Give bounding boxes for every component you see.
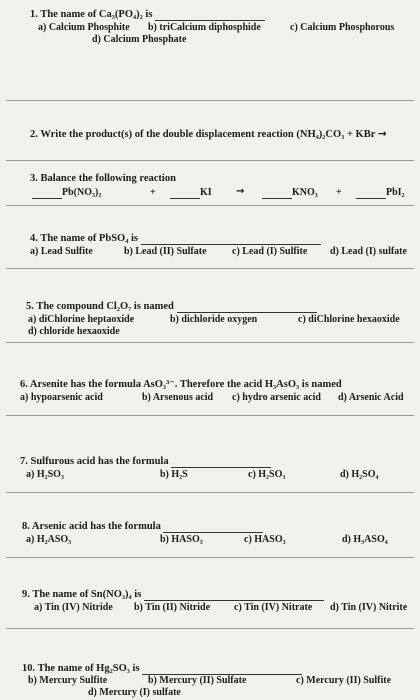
option-b[interactable]: b) H₂S (160, 469, 188, 480)
option-c[interactable]: c) Lead (I) Sulfite (232, 246, 308, 257)
divider (6, 160, 414, 161)
option-c[interactable]: c) diChlorine hexaoxide (298, 314, 400, 325)
divider (6, 268, 414, 269)
question-stem (22, 588, 324, 601)
option-d[interactable]: d) Calcium Phosphate (92, 34, 187, 45)
option-a[interactable]: a) hypoarsenic acid (20, 392, 103, 403)
question-text: The name of PbSO₄ is (40, 233, 138, 244)
question-number: 3. (30, 173, 38, 184)
divider (6, 100, 414, 101)
option-b[interactable]: b) Mercury (II) Sulfate (148, 675, 247, 686)
question-number: 10. (22, 663, 36, 674)
question-number: 5. (26, 301, 34, 312)
option-d[interactable]: d) Mercury (I) sulfate (88, 687, 181, 698)
plus-sign: + (150, 187, 156, 198)
option-a[interactable]: a) Lead Sulfite (30, 246, 93, 257)
option-b[interactable]: b) triCalcium diphosphide (148, 22, 261, 33)
question-text: Arsenite has the formula AsO₃³⁻. Therefore the acid H₃AsO₃ is named (29, 379, 342, 390)
option-a[interactable]: a) Calcium Phosphite (38, 22, 130, 33)
question-stem (30, 172, 176, 185)
option-d[interactable]: d) Lead (I) sulfate (330, 246, 407, 257)
option-d[interactable]: d) chloride hexaoxide (28, 326, 120, 337)
answer-blank[interactable] (163, 522, 263, 533)
arrow-icon: → (377, 128, 387, 140)
question-number: 6. (20, 379, 28, 390)
divider (6, 628, 414, 629)
option-c[interactable]: c) Mercury (II) Sulfite (296, 675, 392, 686)
question-number: 8. (22, 521, 30, 532)
answer-blank[interactable] (141, 234, 321, 245)
option-b[interactable]: b) Arsenous acid (142, 392, 214, 403)
coefficient-blank[interactable] (170, 188, 200, 199)
option-d[interactable]: d) Arsenic Acid (338, 392, 404, 403)
option-a[interactable]: a) Tin (IV) Nitride (34, 602, 113, 613)
option-b[interactable]: b) dichloride oxygen (170, 314, 258, 325)
question-stem (30, 8, 265, 21)
question-number: 7. (20, 456, 28, 467)
option-a[interactable]: a) H₂SO₃ (26, 469, 64, 480)
question-text: Write the product(s) of the double displacement reaction (40, 129, 294, 140)
question-number: 4. (30, 233, 38, 244)
option-c[interactable]: c) Tin (IV) Nitrate (234, 602, 313, 613)
answer-blank[interactable] (171, 457, 271, 468)
divider (6, 415, 414, 416)
option-c[interactable]: c) H₂SO₃ (248, 469, 286, 480)
option-a[interactable]: b) Mercury Sulfite (28, 675, 108, 686)
divider (6, 205, 414, 206)
divider (6, 492, 414, 493)
question-stem (20, 455, 271, 468)
question-text: The name of Ca₃(PO₄)₂ is (40, 9, 153, 20)
question-text: The name of Sn(NO₃)₄ is (32, 589, 142, 600)
question-text: Arsenic acid has the formula (31, 521, 161, 532)
question-number: 2. (30, 129, 38, 140)
coefficient-blank[interactable] (262, 188, 292, 199)
question-number: 1. (30, 9, 38, 20)
question-stem (30, 232, 321, 245)
question-text: Sulfurous acid has the formula (30, 456, 169, 467)
question-number: 9. (22, 589, 30, 600)
answer-blank[interactable] (144, 590, 324, 601)
option-c[interactable]: c) hydro arsenic acid (232, 392, 321, 403)
divider (6, 557, 414, 558)
product-1: KNO₃ (262, 186, 318, 199)
question-stem (20, 378, 342, 391)
question-text: The name of Hg₂SO₃ is (37, 663, 140, 674)
reactant-1: Pb(NO₃)₂ (32, 186, 101, 199)
answer-blank[interactable] (177, 302, 317, 313)
divider (6, 342, 414, 343)
reaction-equation: (NH₄)₂CO₃ + KBr (296, 129, 376, 140)
option-a[interactable]: a) H₂ASO₃ (26, 534, 72, 545)
option-d[interactable]: d) H₂SO₄ (340, 469, 379, 480)
option-a[interactable]: a) diChlorine heptaoxide (28, 314, 135, 325)
product-2: PbI₂ (356, 186, 405, 199)
coefficient-blank[interactable] (356, 188, 386, 199)
question-stem (30, 128, 387, 141)
option-d[interactable]: d) Tin (IV) Nitrite (330, 602, 408, 613)
option-c[interactable]: c) Calcium Phosphorous (290, 22, 395, 33)
option-b[interactable]: b) HASO₃ (160, 534, 203, 545)
option-b[interactable]: b) Tin (II) Nitride (134, 602, 211, 613)
coefficient-blank[interactable] (32, 188, 62, 199)
arrow-icon: → (236, 186, 245, 197)
question-text: The compound Cl₂O₇ is named (36, 301, 174, 312)
answer-blank[interactable] (155, 10, 265, 21)
question-text: Balance the following reaction (40, 173, 176, 184)
option-c[interactable]: c) HASO₃ (244, 534, 286, 545)
option-d[interactable]: d) H₃ASO₄ (342, 534, 388, 545)
reactant-2: KI (170, 186, 212, 199)
plus-sign: + (336, 187, 342, 198)
question-stem (22, 520, 263, 533)
question-stem (26, 300, 317, 313)
option-b[interactable]: b) Lead (II) Sulfate (124, 246, 207, 257)
